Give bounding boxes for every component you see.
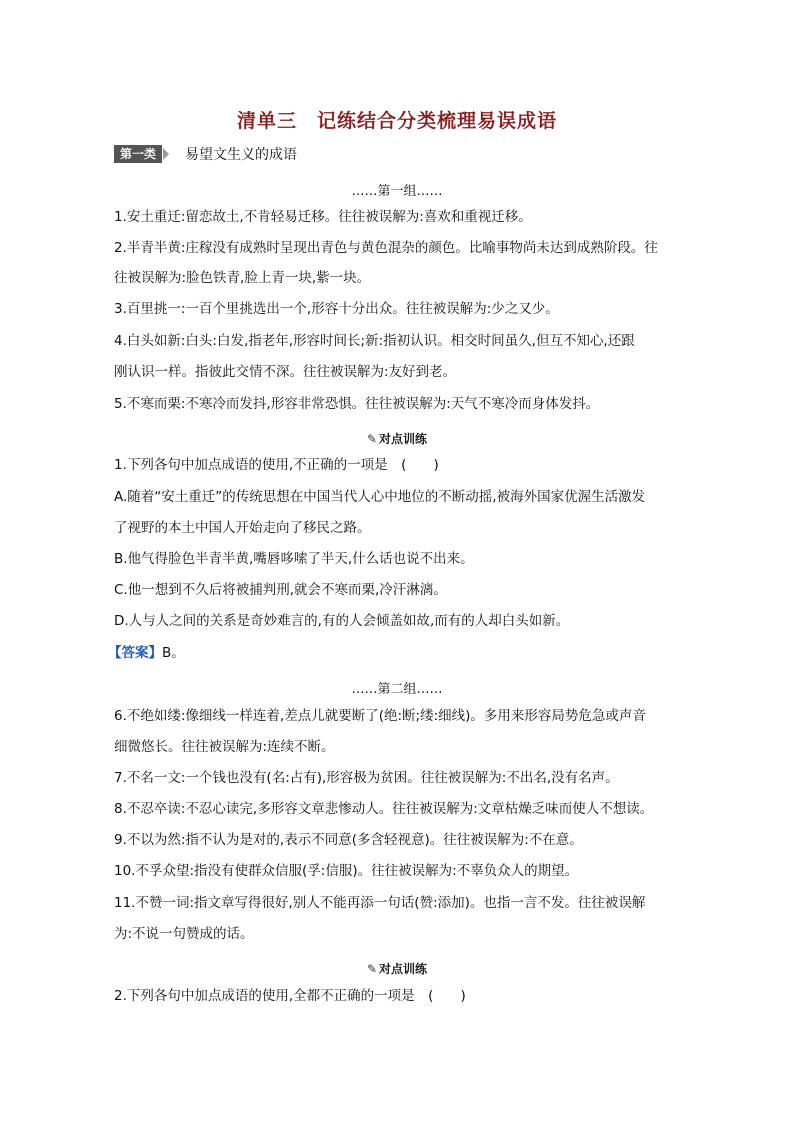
- question-option: 了视野的本土中国人开始走向了移民之路。: [114, 520, 371, 536]
- question-option: A.随着“安土重迁”的传统思想在中国当代人心中地位的不断动摇,被海外国家优渥生活激发: [114, 489, 646, 505]
- idiom-item: 5.不寒而栗:不寒冷而发抖,形容非常恐惧。往往被误解为:天气不寒冷而身体发抖。: [114, 396, 600, 412]
- idiom-item: 刚认识一样。指彼此交情不深。往往被误解为:友好到老。: [114, 364, 457, 380]
- answer-tag: 【答案】: [108, 645, 162, 661]
- page-title: 清单三 记练结合分类梳理易误成语: [236, 110, 557, 132]
- question-2: 2.下列各句中加点成语的使用,全都不正确的一项是 ( ): [114, 988, 466, 1004]
- idiom-item: 8.不忍卒读:不忍心读完,多形容文章悲惨动人。往往被误解为:文章枯燥乏味而使人不想读。: [114, 801, 654, 817]
- pencil-icon: ✎: [366, 962, 378, 976]
- category-header: [114, 144, 297, 164]
- idiom-item: 10.不孚众望:指没有使群众信服(孚:信服)。往往被误解为:不辜负众人的期望。: [114, 863, 579, 879]
- group-heading-1: ……第一组……: [351, 184, 443, 199]
- group-heading-2: ……第二组……: [351, 682, 443, 697]
- practice-heading-2: [0, 960, 794, 977]
- arrow-icon: [163, 148, 169, 160]
- question-option: B.他气得脸色半青半黄,嘴唇哆嗦了半天,什么话也说不出来。: [114, 551, 474, 567]
- idiom-item: 1.安土重迁:留恋故土,不肯轻易迁移。往往被误解为:喜欢和重视迁移。: [114, 209, 532, 225]
- question-1: 1.下列各句中加点成语的使用,不正确的一项是 ( ): [114, 457, 439, 473]
- idiom-item: 7.不名一文:一个钱也没有(名:占有),形容极为贫困。往往被误解为:不出名,没有名声。: [114, 770, 619, 786]
- idiom-item: 11.不赞一词:指文章写得很好,别人不能再添一句话(赞:添加)。也指一言不发。往往被误解: [114, 895, 646, 911]
- answer-value: B。: [162, 645, 185, 661]
- practice-heading-1: [0, 430, 794, 447]
- question-option: D.人与人之间的关系是奇妙难言的,有的人会倾盖如故,而有的人却白头如新。: [114, 613, 570, 629]
- question-option: C.他一想到不久后将被捕判刑,就会不寒而栗,冷汗淋漓。: [114, 582, 447, 598]
- idiom-item: 为:不说一句赞成的话。: [114, 926, 254, 942]
- idiom-item: 6.不绝如缕:像细线一样连着,差点儿就要断了(绝:断;缕:细线)。多用来形容局势危急或声音: [114, 708, 646, 724]
- idiom-item: 2.半青半黄:庄稼没有成熟时呈现出青色与黄色混杂的颜色。比喻事物尚未达到成熟阶段。往: [114, 240, 658, 256]
- practice-label: 对点训练: [379, 432, 428, 446]
- idiom-item: 9.不以为然:指不认为是对的,表示不同意(多含轻视意)。往往被误解为:不在意。: [114, 832, 583, 848]
- category-badge: 第一类: [114, 145, 162, 163]
- idiom-item: 往被误解为:脸色铁青,脸上青一块,紫一块。: [114, 270, 371, 286]
- answer-line: [108, 643, 185, 663]
- idiom-item: 细微悠长。往往被误解为:连续不断。: [114, 739, 335, 755]
- practice-label: 对点训练: [379, 962, 428, 976]
- idiom-item: 4.白头如新:白头:白发,指老年,形容时间长;新:指初认识。相交时间虽久,但互不知心,还跟: [114, 333, 635, 349]
- pencil-icon: ✎: [366, 432, 378, 446]
- category-label: 易望文生义的成语: [185, 147, 298, 163]
- idiom-item: 3.百里挑一:一百个里挑选出一个,形容十分出众。往往被误解为:少之又少。: [114, 301, 559, 317]
